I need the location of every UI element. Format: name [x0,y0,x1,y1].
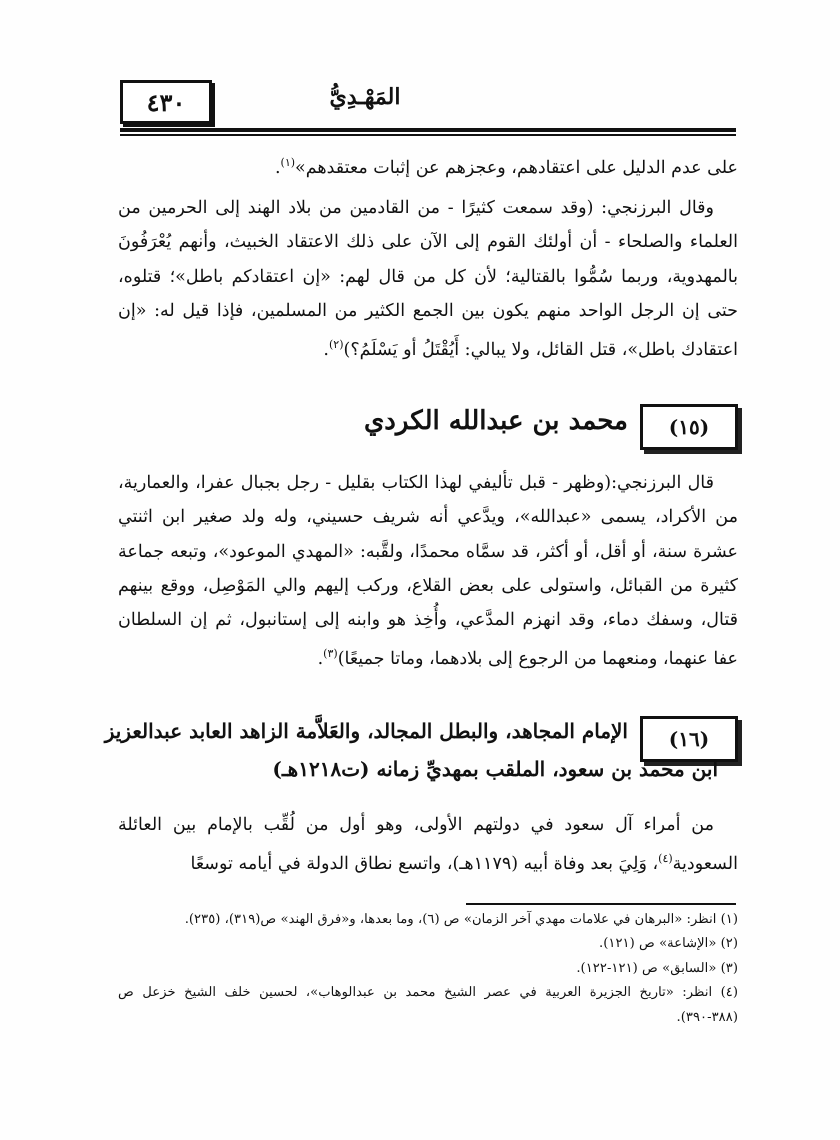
paragraph: من أمراء آل سعود في دولتهم الأولى، وهو أول من لُقِّب بالإمام بين العائلة السعودية$^{(٤)}$، وَلِيَ بعد وفاة أبيه (١١٧٩هـ)، واتسع نطاق الدولة في أيامه توسعًا [118,815,738,875]
entry-heading-15 [118,400,738,452]
footnote-ref: (٤) [658,852,673,866]
running-title: المَهْـدِيُّ [329,84,401,110]
footnote-rule [466,903,736,905]
entry-title-line: ابن محمد بن سعود، الملقب بمهديِّ زمانه (ت١٢١٨هـ) [272,757,718,781]
header-rule [120,128,736,132]
paragraph: قال البرزنجي:(وظهر - قبل تأليفي لهذا الكتاب بقليل - رجل بجبال عفرا، والعمارية، من الأكراد، يسمى «عبدالله»، ويدَّعي أنه شريف حسيني، وله ولد صغير ابن اثنتي عشرة سنة، أو أقل، أو أكثر، قد سمَّاه محمدًا، ولقَّبه: «المهدي الموعود»، وتبعه جماعة كثيرة من القبائل، واستولى على بعض القلاع، وركب إليهم والي المَوْصِل، ووقع بينهم قتال، وسفك دماء، وقد انهزم المدَّعي، وأُخِذ هو وابنه إلى إستانبول، ثم إن السلطان عفا عنهما، ومنعهما من الرجوع إلى بلادهما، وماتا جميعًا)$^{(٣)}$. [118,473,738,670]
entry-16-text [118,808,738,881]
entry-heading-16 [104,712,738,792]
footnote-ref: (٢) [329,338,344,352]
footnote: (٤) انظر: «تاريخ الجزيرة العربية في عصر الشيخ محمد بن عبدالوهاب»، لحسين خلف الشيخ خزعل ص (٣٨٨-٣٩٠). [118,985,738,1025]
paragraph: وقال البرزنجي: (وقد سمعت كثيرًا - من القادمين من بلاد الهند إلى الحرمين من العلماء والصلحاء - أن أولئك القوم إلى الآن على ذلك الاعتقاد الخبيث، وأنهم يُعْرَفُونَ بالمهدوية، وربما سُمُّوا بالقتالية؛ لأن كل من قال لهم: «إن اعتقادكم باطل»؛ قتلوه، حتى إن الرجل الواحد منهم يكون بين الجمع الكثير من المسلمين، فإذا قيل له: «إن اعتقادك باطل»، قتل القائل، ولا يبالي: أَيُقْتَلُ أو يَسْلَمُ؟)$^{(٢)}$. [118,198,738,361]
footnote: (٢) «الإشاعة» ص (١٢١). [599,936,738,952]
page-number: ٤٣٠ [120,80,212,124]
entry-title-line: الإمام المجاهد، والبطل المجالد، والعَلاَّمة الزاهد العابد عبدالعزيز [104,719,628,743]
page-header [120,80,740,122]
footnote-ref: (٣) [323,647,338,661]
entry-title: محمد بن عبدالله الكردي [363,406,628,436]
footnote: (١) انظر: «البرهان في علامات مهدي آخر الزمان» ص (٦)، وما بعدها، و«فرق الهند» ص(٣١٩)، (٢٣٥). [184,912,738,927]
footnotes [118,908,738,1030]
entry-number: (١٥) [640,404,738,450]
header-rule-thin [120,134,736,136]
intro-text [118,146,738,367]
entry-15-text [118,466,738,677]
entry-number: (١٦) [640,716,738,762]
footnote-ref: (١) [280,156,296,169]
footnote: (٣) «السابق» ص (١٢١-١٢٢). [576,960,738,976]
paragraph: على عدم الدليل على اعتقادهم، وعجزهم عن إثبات معتقدهم»$^{(١)}$. [274,156,738,178]
